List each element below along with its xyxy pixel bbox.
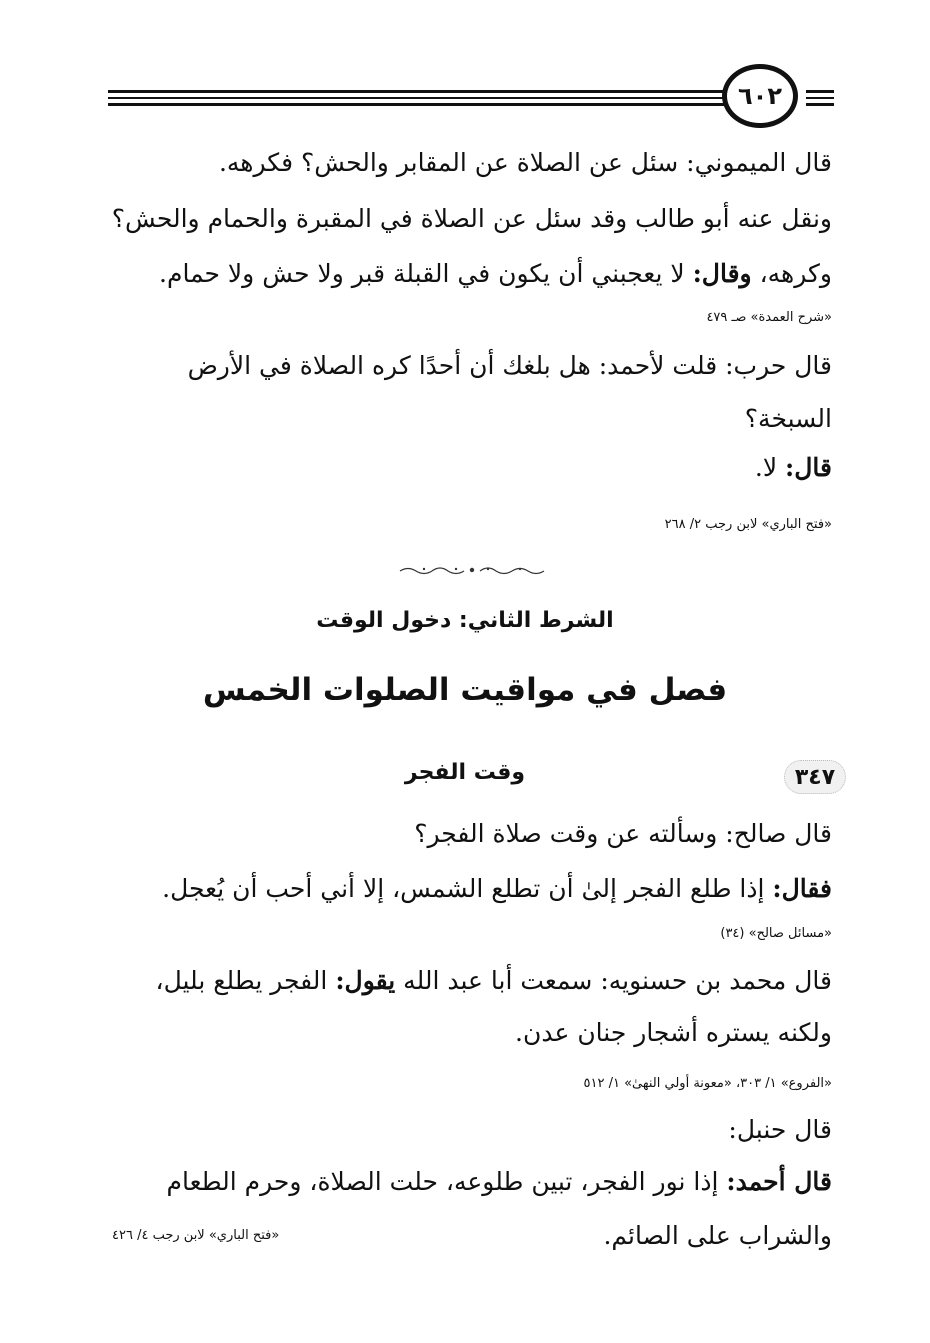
issue-title: وقت الفجر bbox=[404, 760, 526, 785]
text-line: ولكنه يستره أشجار جنان عدن. bbox=[515, 1018, 832, 1047]
text-line: قال صالح: وسألته عن وقت صلاة الفجر؟ bbox=[414, 819, 832, 848]
text-segment: الفجر يطلع بليل، bbox=[155, 966, 336, 995]
text-line bbox=[166, 1165, 832, 1199]
text-line: قال حنبل: bbox=[728, 1115, 832, 1144]
text-line: والشراب على الصائم. bbox=[603, 1221, 832, 1250]
text-line: قال الميموني: سئل عن الصلاة عن المقابر والحش؟ فكرهه. bbox=[218, 148, 832, 177]
text-segment: وكرهه، bbox=[751, 259, 832, 288]
section-heading: الشرط الثاني: دخول الوقت bbox=[316, 608, 614, 633]
citation: «مسائل صالح» (٣٤) bbox=[720, 926, 832, 941]
text-line: السبخة؟ bbox=[744, 404, 832, 433]
text-segment: إذا نور الفجر، تبين طلوعه، حلت الصلاة، وحرم الطعام bbox=[166, 1167, 727, 1196]
text-line: قال حرب: قلت لأحمد: هل بلغك أن أحدًا كره الصلاة في الأرض bbox=[187, 351, 832, 380]
header-rule bbox=[108, 97, 724, 99]
text-segment: لا. bbox=[754, 453, 786, 482]
text-segment: قال محمد بن حسنويه: سمعت أبا عبد الله bbox=[395, 966, 832, 995]
ornament-separator bbox=[398, 564, 546, 576]
bold-label: يقول: bbox=[335, 966, 396, 995]
text-line bbox=[162, 872, 832, 906]
header-rule bbox=[108, 90, 724, 93]
citation: «شرح العمدة» صـ ٤٧٩ bbox=[706, 310, 832, 325]
text-line bbox=[156, 964, 833, 998]
citation: «الفروع» ١/ ٣٠٣، «معونة أولي النهىٰ» ١/ ٥١٢ bbox=[583, 1076, 832, 1091]
header-rule bbox=[806, 103, 834, 106]
text-line bbox=[159, 257, 832, 291]
page-number: ٦٠٢ bbox=[722, 64, 798, 128]
text-line bbox=[755, 451, 832, 485]
citation: «فتح الباري» لابن رجب ٢/ ٢٦٨ bbox=[664, 517, 832, 532]
text-segment: إذا طلع الفجر إلىٰ أن تطلع الشمس، إلا أني أحب أن يُعجل. bbox=[162, 874, 773, 903]
issue-number-badge: ٣٤٧ bbox=[784, 760, 846, 794]
text-line: ونقل عنه أبو طالب وقد سئل عن الصلاة في المقبرة والحمام والحش؟ bbox=[111, 204, 832, 233]
bold-label: قال: bbox=[785, 453, 832, 482]
bold-label: قال أحمد: bbox=[726, 1167, 832, 1196]
header-rule bbox=[806, 90, 834, 93]
header-rule bbox=[108, 103, 724, 106]
header-rule bbox=[806, 97, 834, 99]
bold-label: وقال: bbox=[692, 259, 752, 288]
bold-label: فقال: bbox=[772, 874, 832, 903]
text-segment: لا يعجبني أن يكون في القبلة قبر ولا حش ولا حمام. bbox=[159, 259, 693, 288]
chapter-title: فصل في مواقيت الصلوات الخمس bbox=[202, 672, 728, 708]
citation: «فتح الباري» لابن رجب ٤/ ٤٢٦ bbox=[112, 1228, 280, 1243]
